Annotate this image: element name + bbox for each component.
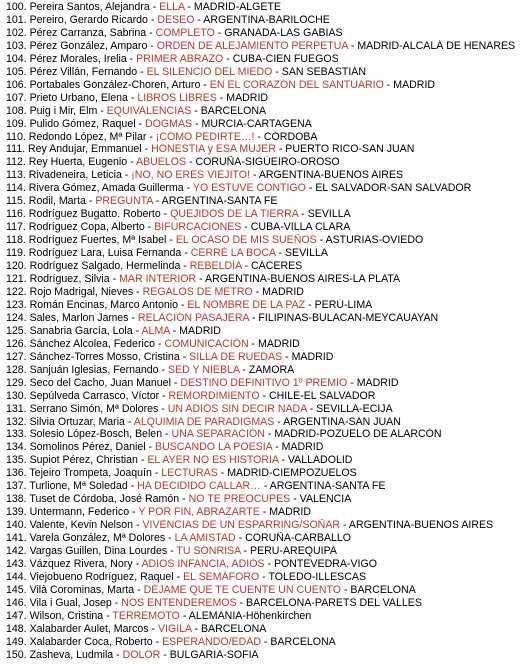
entry-number: 109. bbox=[6, 117, 27, 130]
entry-author: Sales, Marlon James bbox=[29, 311, 129, 324]
entry-title: DESEO bbox=[157, 13, 195, 26]
entry-author: Vila i Gual, Josep bbox=[29, 596, 112, 609]
entry-author: Pérez Morales, Irelia bbox=[29, 52, 127, 65]
list-item: 148. Xalabarder Aulet, Marcos - VIGILA - BARCELONA bbox=[6, 622, 267, 635]
entry-number: 100. bbox=[6, 1, 27, 13]
entry-place: TOLEDO-ILLESCAS bbox=[268, 570, 367, 583]
entry-number: 101. bbox=[6, 13, 27, 26]
entry-place: MADRID-ALGETE bbox=[193, 1, 282, 13]
entry-number: 110. bbox=[6, 130, 26, 143]
entry-place: VALLADOLID bbox=[287, 454, 353, 467]
list-item: 115. Rodil, Marta - PREGUNTA - ARGENTINA-SANTA FE bbox=[6, 195, 278, 208]
list-item: 121. Rodríguez, Silvia - MAR INTERIOR - ARGENTINA-BUENOS AIRES-LA PLATA bbox=[6, 273, 401, 286]
entry-title: VIVENCIAS DE UN ESPARRING/SOÑAR bbox=[142, 519, 341, 532]
entry-number: 139. bbox=[6, 506, 27, 519]
list-item: 110. Redondo López, Mª Pilar - ¡CÓMO PEDIRTE…! - CÓRDOBA bbox=[6, 130, 318, 143]
entry-place: SEVILLA bbox=[307, 208, 351, 221]
entry-title: LIBROS LIBRES bbox=[137, 91, 217, 104]
entry-author: Rey Andujar, Emmanuel bbox=[28, 143, 142, 156]
entry-number: 120. bbox=[6, 260, 27, 273]
entry-title: EQUIVALENCIAS bbox=[106, 104, 192, 117]
entry-title: ESPERANDO/EDAD bbox=[162, 635, 261, 648]
list-item: 104. Pérez Morales, Irelia - PRIMER ABRAZO - CUBA-CIEN FUEGOS bbox=[6, 52, 339, 65]
entry-title: VIGILA bbox=[157, 622, 192, 635]
entry-number: 140. bbox=[6, 519, 27, 532]
list-item: 133. Solesio López-Bosch, Belen - UNA SEPARACIÓN - MADRID-POZUELO DE ALARCÓN bbox=[6, 428, 442, 441]
list-item: 120. Rodríguez Salgado, Hermelinda - REBELDÍA - CÁCERES bbox=[6, 260, 303, 273]
list-item: 109. Pulido Gómez, Raquel - DOGMAS - MURCIA-CARTAGENA bbox=[6, 117, 312, 130]
list-item: 134. Somolinos Pérez, Daniel - BUSCANDO LA POESIA - MADRID bbox=[6, 441, 324, 454]
entry-number: 112. bbox=[6, 156, 26, 169]
entry-title: TERREMOTO bbox=[112, 609, 180, 622]
entry-number: 138. bbox=[6, 493, 27, 506]
list-item: 137. Turlione, Mª Soledad - HA DECIDIDO CALLAR… - ARGENTINA-SANTA FE bbox=[6, 480, 386, 493]
entry-title: LECTURAS bbox=[161, 467, 218, 480]
entry-author: Redondo López, Mª Pilar bbox=[28, 130, 147, 143]
entry-number: 142. bbox=[6, 545, 27, 558]
entry-title: EL AYER NO ES HISTORIA bbox=[147, 454, 279, 467]
entry-title: ALQUIMIA DE PARADIGMAS bbox=[133, 415, 275, 428]
entry-title: LA AMISTAD bbox=[174, 532, 236, 545]
entry-title: CERRÉ LA BOCA bbox=[190, 247, 276, 260]
entry-author: Rodríguez Lara, Luisa Fernanda bbox=[28, 247, 182, 260]
entry-number: 126. bbox=[6, 337, 27, 350]
entry-number: 123. bbox=[6, 298, 27, 311]
entry-number: 118. bbox=[6, 234, 26, 247]
entry-author: Rojo Madrigal, Nieves bbox=[29, 285, 134, 298]
entry-title: DESTINO DEFINITIVO 1º PREMIO bbox=[180, 376, 348, 389]
entry-title: ELLA bbox=[159, 1, 185, 13]
entry-title: EL SEMÁFORO bbox=[183, 570, 260, 583]
entry-author: Pulido Gómez, Raquel bbox=[29, 117, 136, 130]
list-item: 139. Untermann, Federico - Y POR FIN, ABRAZARTE - MADRID bbox=[6, 506, 312, 519]
entry-place: CÓRDOBA bbox=[263, 130, 318, 143]
entry-author: Sepúlveda Carrasco, Víctor bbox=[29, 389, 160, 402]
entry-number: 105. bbox=[6, 65, 27, 78]
list-item: 122. Rojo Madrigal, Nieves - REGALOS DE METRO - MADRID bbox=[6, 285, 304, 298]
list-item: 136. Tejeiro Trompeta, Joaquín - LECTURAS - MADRID-CIEMPOZUELOS bbox=[6, 467, 357, 480]
list-item: 100. Pereira Santos, Alejandra - ELLA - MADRID-ALGETE bbox=[6, 1, 282, 13]
list-item: 125. Sanabria García, Lola - ALMA - MADRID bbox=[6, 324, 221, 337]
entry-place: MADRID bbox=[179, 324, 221, 337]
entry-author: Supiot Pérez, Christian bbox=[29, 454, 138, 467]
list-item: 116. Rodríguez Bugatto. Roberto - QUEJIDOS DE LA TIERRA - SEVILLA bbox=[6, 208, 351, 221]
entry-place: PERÚ-LIMA bbox=[314, 298, 373, 311]
entry-author: Puig i Mir, Elm bbox=[29, 104, 98, 117]
entry-place: BARCELONA bbox=[200, 622, 267, 635]
entry-number: 131. bbox=[6, 402, 27, 415]
entry-title: UN ADIÓS SIN DECIR NADA bbox=[167, 402, 307, 415]
entry-title: ALMA bbox=[141, 324, 170, 337]
entry-number: 116. bbox=[6, 208, 26, 221]
entry-place: BARCELONA bbox=[270, 635, 336, 648]
entry-author: Serrano Simón, Mª Dolores bbox=[29, 402, 159, 415]
entry-place: MADRID bbox=[356, 376, 399, 389]
entry-author: Tuset de Córdoba, José Ramón bbox=[29, 493, 180, 506]
entry-author: Somolinos Pérez, Daniel bbox=[29, 441, 146, 454]
entry-place: CORUÑA-SIGÜEIRO-OROSO bbox=[195, 156, 340, 169]
list-item: 130. Sepúlveda Carrasco, Víctor - REMORDIMIENTO - CHILE-EL SALVADOR bbox=[6, 389, 376, 402]
entry-title: NOS ENTENDEREMOS bbox=[121, 596, 237, 609]
entry-author: Sanjuán Iglesias, Fernando bbox=[29, 363, 159, 376]
entry-title: RELACIÓN PASAJERA bbox=[137, 311, 249, 324]
list-item: 124. Sales, Marlon James - RELACIÓN PASAJERA - FILIPINAS-BULACAN-MEYCAUAYAN bbox=[6, 311, 439, 324]
entry-number: 102. bbox=[6, 26, 27, 39]
entry-number: 127. bbox=[6, 350, 27, 363]
entry-number: 125. bbox=[6, 324, 27, 337]
entry-number: 119. bbox=[6, 247, 26, 260]
entry-place: ARGENTINA-SANTA FE bbox=[269, 480, 386, 493]
entry-author: Prieto Urbano, Elena bbox=[29, 91, 128, 104]
entry-title: EN EL CORAZÓN DEL SANTUARIO bbox=[209, 78, 384, 91]
entry-place: FILIPINAS-BULACAN-MEYCAUAYAN bbox=[258, 311, 439, 324]
list-item: 146. Vila i Gual, Josep - NOS ENTENDEREMOS - BARCELONA-PARETS DEL VALLES bbox=[6, 596, 422, 609]
entry-title: DÉJAME QUE TE CUENTE UN CUENTO bbox=[143, 583, 341, 596]
entry-title: UNA SEPARACIÓN bbox=[171, 428, 265, 441]
entry-author: Varela González, Mª Dolores bbox=[29, 532, 166, 545]
entry-place: BARCELONA-PARETS DEL VALLES bbox=[246, 596, 422, 609]
entry-title: ORDEN DE ALEJAMIENTO PERPETUA bbox=[156, 39, 348, 52]
entry-place: MADRID bbox=[291, 350, 334, 363]
entry-author: Pérez Villán, Fernando bbox=[29, 65, 138, 78]
list-item: 149. Xalabarder Coca, Roberto - ESPERANDO/EDAD - BARCELONA bbox=[6, 635, 336, 648]
entry-title: ¡CÓMO PEDIRTE…! bbox=[155, 130, 255, 143]
entry-number: 146. bbox=[6, 596, 27, 609]
entry-author: Turlione, Mª Soledad bbox=[29, 480, 128, 493]
entry-place: MADRID bbox=[258, 337, 300, 350]
entry-author: Pereiro, Gerardo Ricardo bbox=[29, 13, 148, 26]
entry-author: Untermann, Federico bbox=[29, 506, 130, 519]
entry-author: Valente, Kevin Nelson bbox=[29, 519, 134, 532]
entry-author: Solesio López-Bosch, Belen bbox=[29, 428, 163, 441]
list-item: 128. Sanjuán Iglesias, Fernando - SED Y NIEBLA - ZAMORA bbox=[6, 363, 295, 376]
entry-number: 121. bbox=[6, 273, 27, 286]
entry-author: Rey Huerta, Eugenio bbox=[28, 156, 128, 169]
entry-number: 132. bbox=[6, 415, 27, 428]
entry-author: Zasheva, Ludmila bbox=[29, 648, 114, 661]
entry-title: PREGUNTA bbox=[95, 195, 153, 208]
entry-title: COMPLETO bbox=[155, 26, 215, 39]
entry-author: Rodríguez Salgado, Hermelinda bbox=[29, 260, 181, 273]
entry-title: TU SONRISA bbox=[176, 545, 241, 558]
entry-place: SEVILLA bbox=[284, 247, 328, 260]
entry-title: EL OCASO DE MIS SUEÑOS bbox=[175, 234, 317, 247]
entry-author: Rodríguez Copa, Alberto bbox=[28, 221, 145, 234]
entry-place: MADRID bbox=[269, 506, 312, 519]
entry-author: Rodil, Marta bbox=[28, 195, 86, 208]
entry-place: PONTEVEDRA-VIGO bbox=[273, 557, 377, 570]
entry-title: SILLA DE RUEDAS bbox=[189, 350, 283, 363]
entry-author: Rodríguez Fuertes, Mª Isabel bbox=[28, 234, 167, 247]
entry-title: BIFURCACIONES bbox=[154, 221, 242, 234]
entry-title: HONESTIA y ESA MUJER bbox=[151, 143, 276, 156]
entry-place: ARGENTINA-BUENOS AIRES-LA PLATA bbox=[205, 273, 401, 286]
entry-title: QUEJIDOS DE LA TIERRA bbox=[170, 208, 299, 221]
entry-place: MURCIA-CARTAGENA bbox=[201, 117, 312, 130]
list-item: 147. Wilson, Cristina - TERREMOTO - ALEMANIA-Höhenkirchen bbox=[6, 609, 312, 622]
list-item: 143. Vázquez Rivera, Nory - ADIÓS INFANCIA, ADIÓS - PONTEVEDRA-VIGO bbox=[6, 557, 377, 570]
entry-place: CUBA-CIEN FUEGOS bbox=[232, 52, 339, 65]
entry-author: Pérez Carranza, Sabrina bbox=[29, 26, 147, 39]
entry-place: EL SALVADOR-SAN SALVADOR bbox=[315, 182, 472, 195]
entry-number: 104. bbox=[6, 52, 27, 65]
list-item: 119. Rodríguez Lara, Luisa Fernanda - CERRÉ LA BOCA - SEVILLA bbox=[6, 247, 328, 260]
list-item: 105. Pérez Villán, Fernando - EL SILENCIO DEL MIEDO - SAN SEBASTIÁN bbox=[6, 65, 366, 78]
entry-number: 122. bbox=[6, 285, 27, 298]
entry-place: MADRID-POZUELO DE ALARCÓN bbox=[274, 428, 442, 441]
entry-number: 135. bbox=[6, 454, 27, 467]
list-item: 129. Seco del Cacho, Juan Manuel - DESTINO DEFINITIVO 1º PREMIO - MADRID bbox=[6, 376, 399, 389]
entry-number: 115. bbox=[6, 195, 26, 208]
entry-place: GRANADA-LAS GABIAS bbox=[224, 26, 343, 39]
entry-author: Wilson, Cristina bbox=[29, 609, 104, 622]
entry-number: 117. bbox=[6, 221, 26, 234]
entry-place: MADRID bbox=[281, 441, 324, 454]
entry-author: Rodríguez, Silvia bbox=[29, 273, 110, 286]
entry-author: Xalabarder Aulet, Marcos bbox=[29, 622, 149, 635]
entry-place: CUBA-VILLA CLARA bbox=[250, 221, 351, 234]
entry-place: MADRID bbox=[262, 285, 304, 298]
entry-number: 137. bbox=[6, 480, 27, 493]
entry-number: 144. bbox=[6, 570, 27, 583]
entry-author: Vilà Corominas, Marta bbox=[29, 583, 135, 596]
entry-place: VALENCIA bbox=[299, 493, 352, 506]
entry-title: ABUELOS bbox=[136, 156, 187, 169]
entry-number: 103. bbox=[6, 39, 27, 52]
entry-number: 143. bbox=[6, 557, 27, 570]
entry-number: 141. bbox=[6, 532, 27, 545]
entry-place: ARGENTINA-BUENOS AIRES bbox=[348, 519, 494, 532]
entry-place: BARCELONA bbox=[200, 104, 267, 117]
entry-title: BUSCANDO LA POESIA bbox=[155, 441, 273, 454]
list-item: 117. Rodríguez Copa, Alberto - BIFURCACIONES - CUBA-VILLA CLARA bbox=[6, 221, 351, 234]
entry-place: ASTURIAS-OVIEDO bbox=[325, 234, 424, 247]
list-item: 118. Rodríguez Fuertes, Mª Isabel - EL OCASO DE MIS SUEÑOS - ASTURIAS-OVIEDO bbox=[6, 234, 424, 247]
entry-author: Román Encinas, Marco Antonio bbox=[29, 298, 178, 311]
entry-place: ARGENTINA-BARILOCHE bbox=[203, 13, 330, 26]
list-item: 114. Rivera Gómez, Amada Guillerma - YO ESTUVE CONTIGO - EL SALVADOR-SAN SALVADOR bbox=[6, 182, 472, 195]
entry-place: MADRID-CIEMPOZUELOS bbox=[227, 467, 357, 480]
entry-place: ARGENTINA-SAN JUAN bbox=[283, 415, 401, 428]
entry-number: 129. bbox=[6, 376, 27, 389]
entry-place: ZAMORA bbox=[248, 363, 295, 376]
entry-author: Seco del Cacho, Juan Manuel bbox=[29, 376, 171, 389]
list-item: 112. Rey Huerta, Eugenio - ABUELOS - CORUÑA-SIGÜEIRO-OROSO bbox=[6, 156, 340, 169]
entry-author: Pérez González, Amparo bbox=[29, 39, 148, 52]
entry-number: 106. bbox=[6, 78, 27, 91]
list-item: 123. Román Encinas, Marco Antonio - EL NOMBRE DE LA PAZ - PERÚ-LIMA bbox=[6, 298, 373, 311]
list-item: 111. Rey Andujar, Emmanuel - HONESTIA y ESA MUJER - PUERTO RICO-SAN JUAN bbox=[6, 143, 415, 156]
entry-number: 130. bbox=[6, 389, 27, 402]
entry-title: NO TE PREOCUPES bbox=[188, 493, 291, 506]
entry-title: MAR INTERIOR bbox=[119, 273, 197, 286]
list-item: 135. Supiot Pérez, Christian - EL AYER NO ES HISTORIA - VALLADOLID bbox=[6, 454, 353, 467]
entry-author: Viejobueno Rodríguez, Raquel bbox=[29, 570, 174, 583]
entry-number: 136. bbox=[6, 467, 27, 480]
list-item: 102. Pérez Carranza, Sabrina - COMPLETO - GRANADA-LAS GABIAS bbox=[6, 26, 343, 39]
entry-title: COMUNICACIÓN bbox=[164, 337, 249, 350]
entry-title: HA DECIDIDO CALLAR… bbox=[137, 480, 261, 493]
entry-number: 133. bbox=[6, 428, 27, 441]
entry-title: ¡NO, NO ERES VIEJITO! bbox=[131, 169, 250, 182]
list-item: 141. Varela González, Mª Dolores - LA AMISTAD - CORUÑA-CARBALLO bbox=[6, 532, 352, 545]
entry-title: SED Y NIEBLA bbox=[167, 363, 240, 376]
entry-number: 134. bbox=[6, 441, 27, 454]
list-item: 106. Portabales González-Choren, Arturo - EN EL CORAZÓN DEL SANTUARIO - MADRID bbox=[6, 78, 436, 91]
entry-author: Silvia Ortuzar, Maria bbox=[29, 415, 125, 428]
list-item: 113. Rivadeneira, Leticia - ¡NO, NO ERES VIEJITO! - ARGENTINA-BUENOS AIRES bbox=[6, 169, 404, 182]
entry-number: 113. bbox=[6, 169, 26, 182]
entry-place: MADRID-ALCALÁ DE HENARES bbox=[357, 39, 516, 52]
entry-number: 148. bbox=[6, 622, 27, 635]
entry-title: PRIMER ABRAZO bbox=[136, 52, 224, 65]
entry-number: 145. bbox=[6, 583, 27, 596]
entry-title: REGALOS DE METRO bbox=[142, 285, 253, 298]
entry-title: REBELDÍA bbox=[189, 260, 242, 273]
list-item: 138. Tuset de Córdoba, José Ramón - NO TE PREOCUPES - VALENCIA bbox=[6, 493, 352, 506]
entry-number: 149. bbox=[6, 635, 27, 648]
entry-author: Xalabarder Coca, Roberto bbox=[29, 635, 153, 648]
entry-place: BARCELONA bbox=[350, 583, 416, 596]
entry-place: CÁCERES bbox=[251, 260, 303, 273]
list-item: 140. Valente, Kevin Nelson - VIVENCIAS DE UN ESPARRING/SOÑAR - ARGENTINA-BUENOS AIRES bbox=[6, 519, 494, 532]
entry-author: Rivadeneira, Leticia bbox=[28, 169, 122, 182]
entry-author: Vázquez Rivera, Nory bbox=[29, 557, 133, 570]
entry-number: 111. bbox=[6, 143, 26, 156]
entry-author: Rivera Gómez, Amada Guillerma bbox=[28, 182, 184, 195]
list-item: 126. Sánchez Alcolea, Federico - COMUNICACIÓN - MADRID bbox=[6, 337, 300, 350]
entry-author: Sánchez Alcolea, Federico bbox=[29, 337, 156, 350]
entry-title: EL NOMBRE DE LA PAZ bbox=[187, 298, 306, 311]
entries-list bbox=[6, 1, 526, 662]
list-item: 107. Prieto Urbano, Elena - LIBROS LIBRES - MADRID bbox=[6, 91, 269, 104]
entry-place: ARGENTINA-BUENOS AIRES bbox=[258, 169, 404, 182]
entry-place: ALEMANIA-Höhenkirchen bbox=[188, 609, 312, 622]
entry-title: DOLOR bbox=[122, 648, 161, 661]
entry-number: 124. bbox=[6, 311, 27, 324]
list-item: 108. Puig i Mir, Elm - EQUIVALENCIAS - BARCELONA bbox=[6, 104, 267, 117]
entry-place: CORUÑA-CARBALLO bbox=[245, 532, 352, 545]
list-item: 150. Zasheva, Ludmila - DOLOR - BULGARIA-SOFIA bbox=[6, 648, 259, 661]
list-item: 132. Silvia Ortuzar, Maria - ALQUIMIA DE PARADIGMAS - ARGENTINA-SAN JUAN bbox=[6, 415, 401, 428]
entry-place: ARGENTINA-SANTA FE bbox=[161, 195, 278, 208]
entry-place: SEVILLA-ECIJA bbox=[316, 402, 393, 415]
entry-number: 147. bbox=[6, 609, 27, 622]
entry-place: PUERTO RICO-SAN JUAN bbox=[285, 143, 415, 156]
list-item: 145. Vilà Corominas, Marta - DÉJAME QUE TE CUENTE UN CUENTO - BARCELONA bbox=[6, 583, 416, 596]
entry-title: Y POR FIN, ABRAZARTE bbox=[138, 506, 260, 519]
entry-number: 128. bbox=[6, 363, 27, 376]
list-item: 127. Sánchez-Torres Mosso, Cristina - SILLA DE RUEDAS - MADRID bbox=[6, 350, 334, 363]
entry-author: Tejeiro Trompeta, Joaquín bbox=[29, 467, 152, 480]
list-item: 142. Vargas Guillen, Dina Lourdes - TU SONRISA - PERU-AREQUIPA bbox=[6, 545, 337, 558]
entry-author: Rodríguez Bugatto. Roberto bbox=[28, 208, 161, 221]
entry-author: Sánchez-Torres Mosso, Cristina bbox=[29, 350, 180, 363]
entry-title: EL SILENCIO DEL MIEDO bbox=[146, 65, 273, 78]
entry-place: CHILE-EL SALVADOR bbox=[269, 389, 376, 402]
entry-number: 107. bbox=[6, 91, 27, 104]
list-item: 131. Serrano Simón, Mª Dolores - UN ADIÓS SIN DECIR NADA - SEVILLA-ECIJA bbox=[6, 402, 393, 415]
entry-place: SAN SEBASTIÁN bbox=[281, 65, 366, 78]
entry-title: DOGMAS bbox=[145, 117, 193, 130]
entry-title: YO ESTUVE CONTIGO bbox=[192, 182, 306, 195]
entry-author: Portabales González-Choren, Arturo bbox=[29, 78, 201, 91]
entry-place: PERU-AREQUIPA bbox=[250, 545, 337, 558]
entry-place: MADRID bbox=[393, 78, 436, 91]
entry-author: Pereira Santos, Alejandra bbox=[29, 1, 150, 13]
entry-number: 108. bbox=[6, 104, 27, 117]
entry-place: BULGARIA-SOFIA bbox=[169, 648, 259, 661]
entry-title: REMORDIMIENTO bbox=[168, 389, 260, 402]
list-item: 103. Pérez González, Amparo - ORDEN DE ALEJAMIENTO PERPETUA - MADRID-ALCALÁ DE HENARES bbox=[6, 39, 516, 52]
entry-number: 114. bbox=[6, 182, 26, 195]
entry-author: Vargas Guillen, Dina Lourdes bbox=[29, 545, 168, 558]
entry-number: 150. bbox=[6, 648, 27, 661]
list-item: 101. Pereiro, Gerardo Ricardo - DESEO - ARGENTINA-BARILOCHE bbox=[6, 13, 330, 26]
list-item: 144. Viejobueno Rodríguez, Raquel - EL SEMÁFORO - TOLEDO-ILLESCAS bbox=[6, 570, 367, 583]
entry-author: Sanabria García, Lola bbox=[29, 324, 133, 337]
entry-title: ADIÓS INFANCIA, ADIÓS bbox=[141, 557, 265, 570]
entry-place: MADRID bbox=[226, 91, 269, 104]
